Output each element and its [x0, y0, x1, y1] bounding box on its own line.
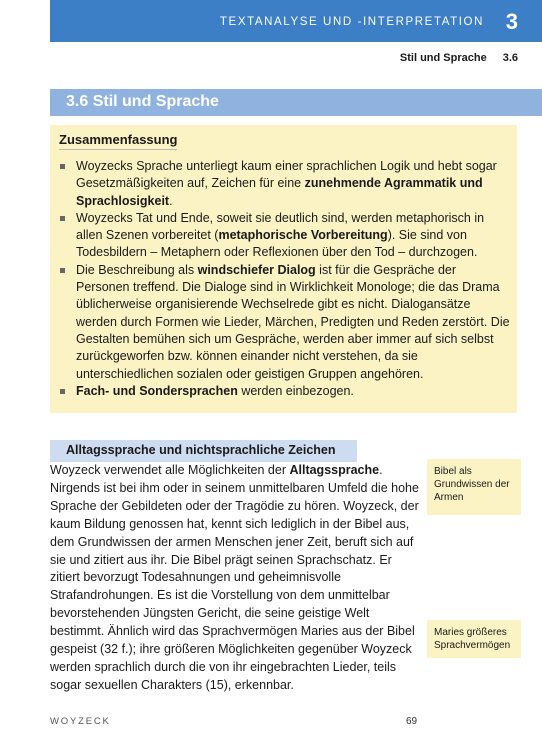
- text-run: ). Sie sind von Todesbildern – Metaphern oder Reflexionen über den Tod – durchzogen.: [76, 228, 478, 260]
- running-number: 3.6: [502, 52, 518, 64]
- bullet-square-icon: [60, 268, 65, 273]
- bold-phrase: windschiefer Dialog: [197, 262, 316, 277]
- summary-bullet-item: [58, 158, 510, 210]
- margin-note-marie: Maries größeres Sprachvermögen: [427, 620, 521, 658]
- bold-phrase: Alltagssprache: [289, 463, 380, 477]
- summary-list: [58, 158, 510, 400]
- running-title: Stil und Sprache: [399, 52, 487, 64]
- subsection-title: Alltagssprache und nichtsprachliche Zeichen: [66, 443, 336, 457]
- bullet-square-icon: [60, 389, 65, 394]
- bold-phrase: Fach- und Sondersprachen: [76, 383, 238, 398]
- summary-title: Zusammenfassung: [59, 132, 178, 147]
- summary-bullet-item: [58, 210, 510, 262]
- summary-box: [50, 125, 517, 413]
- footer-title: WOYZECK: [50, 716, 111, 727]
- text-run: Woyzeck verwendet alle Möglichkeiten der: [50, 463, 290, 477]
- summary-bullet-item: [58, 383, 510, 400]
- bold-phrase: zunehmende Agrammatik und Sprachlosigkeit: [76, 176, 483, 208]
- body-paragraph: [50, 462, 422, 695]
- text-run: Die Beschreibung als: [76, 262, 198, 277]
- text-run: .: [169, 193, 173, 208]
- bullet-square-icon: [60, 164, 65, 169]
- section-heading-band: [50, 89, 542, 116]
- text-run: werden einbezogen.: [237, 383, 354, 398]
- bullet-square-icon: [60, 216, 65, 221]
- chapter-number: 3: [505, 9, 518, 34]
- chapter-header-band: [50, 0, 542, 42]
- summary-bullet-item: [58, 262, 510, 383]
- text-run: . Nirgends ist bei ihm oder in seinem unmittelbaren Umfeld die hohe Sprache der Gebildeten oder der Tragödie zu hören. Woyzeck, der kaum Bildung genossen hat, kennt sich lediglich in der Bibel aus, dem Grundwissen der armen Menschen jener Zeit, beruft sich auf sie und zitiert aus ihr. Die Bibel prägt seinen Sprachschatz. Er zitiert bevorzugt Todesahnungen und geheimnisvolle Strafandrohungen. Es ist die Vorstellung von dem unmittelbar bevorstehenden Jüngsten Gericht, die seine geistige Welt bestimmt. Ähnlich wird das Sprachvermögen Maries aus der Bibel gespeist (32 f.); ihre größeren Möglichkeiten gegenüber Woyzeck werden sprachlich durch die von ihr eingebrachten Lieder, teils sogar sexuellen Charakters (15), erkennbar.: [50, 463, 419, 692]
- text-run: Woyzecks Sprache unterliegt kaum einer sprachlichen Logik und hebt sogar Gesetzmäßigkeiten auf, Zeichen für eine: [76, 159, 497, 191]
- page-number: 69: [406, 716, 418, 727]
- text-run: ist für die Gespräche der Personen treffend. Die Dialoge sind in Wirklichkeit Monologe; die das Drama üblicherweise organisierende Wechselrede gibt es nicht. Dialogansätze werden durch Formen wie Lieder, Märchen, Predigten und Reden zerstört. Die Gestalten bemühen sich um Gespräche, werden aber immer auf sich selbst zurückgeworfen bzw. können einander nicht verstehen, da sie unterschiedlichen sozialen oder geistigen Gruppen angehören.: [76, 262, 510, 381]
- section-title: 3.6 Stil und Sprache: [66, 93, 219, 110]
- running-head: [400, 52, 518, 64]
- margin-note-bible: Bibel als Grundwissen der Armen: [427, 459, 521, 515]
- chapter-label: TEXTANALYSE UND -INTERPRETATION: [219, 16, 484, 28]
- text-run: Woyzecks Tat und Ende, soweit sie deutlich sind, werden metaphorisch in allen Szenen vorbereitet (: [76, 210, 485, 243]
- bold-phrase: metaphorische Vorbereitung: [218, 228, 388, 243]
- subsection-heading-band: [50, 440, 357, 462]
